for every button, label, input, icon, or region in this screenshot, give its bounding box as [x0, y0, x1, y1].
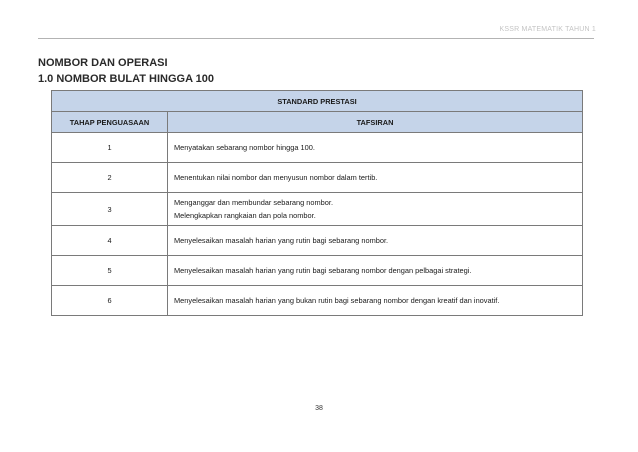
level-cell: 1 [52, 133, 168, 163]
header-divider [38, 38, 594, 39]
table-row [52, 226, 583, 256]
desc-text: Menyelesaikan masalah harian yang rutin bagi sebarang nombor. [174, 236, 389, 245]
desc-cell [168, 226, 583, 256]
section-title: NOMBOR DAN OPERASI [38, 57, 168, 69]
desc-text: Menganggar dan membundar sebarang nombor. [174, 198, 334, 207]
table-row [52, 286, 583, 316]
desc-text: Menyatakan sebarang nombor hingga 100. [174, 143, 315, 152]
desc-text: Menentukan nilai nombor dan menyusun nombor dalam tertib. [174, 173, 378, 182]
desc-text: Menyelesaikan masalah harian yang bukan rutin bagi sebarang nombor dengan kreatif dan inovatif. [174, 296, 500, 305]
desc-cell [168, 286, 583, 316]
standard-prestasi-table [51, 90, 583, 316]
page-number: 38 [315, 405, 323, 412]
desc-cell [168, 193, 583, 226]
table-row [52, 163, 583, 193]
level-cell: 5 [52, 256, 168, 286]
level-cell: 3 [52, 193, 168, 226]
subsection-title: 1.0 NOMBOR BULAT HINGGA 100 [38, 73, 215, 85]
desc-text: Melengkapkan rangkaian dan pola nombor. [174, 211, 316, 220]
column-header-level: TAHAP PENGUASAAN [52, 112, 168, 133]
level-cell: 4 [52, 226, 168, 256]
desc-cell [168, 133, 583, 163]
running-header: KSSR MATEMATIK TAHUN 1 [499, 26, 596, 33]
level-cell: 6 [52, 286, 168, 316]
table-row [52, 193, 583, 226]
table-row [52, 256, 583, 286]
desc-cell [168, 163, 583, 193]
table-row [52, 133, 583, 163]
table-caption: STANDARD PRESTASI [277, 96, 357, 106]
desc-cell [168, 256, 583, 286]
table-caption-cell [52, 91, 583, 112]
column-header-desc: TAFSIRAN [168, 112, 583, 133]
desc-text: Menyelesaikan masalah harian yang rutin bagi sebarang nombor dengan pelbagai strategi. [174, 266, 472, 275]
level-cell: 2 [52, 163, 168, 193]
